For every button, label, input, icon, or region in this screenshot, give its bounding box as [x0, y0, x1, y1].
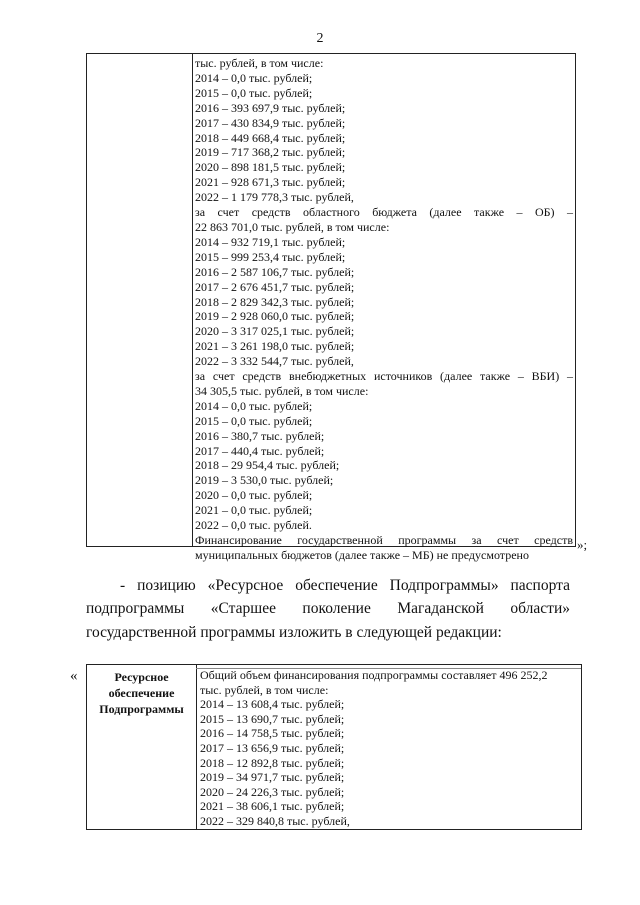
text-line: 2016 – 380,7 тыс. рублей;	[195, 428, 325, 443]
text-line: 2020 – 0,0 тыс. рублей;	[195, 488, 313, 503]
text-line: 2014 – 932 719,1 тыс. рублей;	[195, 234, 346, 249]
text-line: 2022 – 0,0 тыс. рублей.	[195, 518, 312, 533]
funding-text-cell	[195, 56, 573, 563]
text-line: 2022 – 3 332 544,7 тыс. рублей,	[195, 354, 354, 369]
text-line: 2021 – 0,0 тыс. рублей;	[195, 503, 313, 518]
text-line: 2020 – 3 317 025,1 тыс. рублей;	[195, 324, 355, 339]
text-line: за счет средств областного бюджета (далее также – ОБ) –	[195, 205, 573, 220]
text-line: 2016 – 393 697,9 тыс. рублей;	[195, 100, 346, 115]
text-line: 2022 – 1 179 778,3 тыс. рублей,	[195, 190, 354, 205]
text-line: 2015 – 0,0 тыс. рублей;	[195, 413, 313, 428]
text-line: 22 863 701,0 тыс. рублей, в том числе:	[195, 219, 390, 234]
text-line: 2022 – 329 840,8 тыс. рублей,	[200, 813, 350, 828]
text-line: 2014 – 0,0 тыс. рублей;	[195, 398, 313, 413]
text-line: 2015 – 13 690,7 тыс. рублей;	[200, 711, 345, 726]
text-line: 2020 – 24 226,3 тыс. рублей;	[200, 784, 345, 799]
text-line: 2019 – 717 368,2 тыс. рублей;	[195, 145, 346, 160]
text-line: 2018 – 2 829 342,3 тыс. рублей;	[195, 294, 355, 309]
column-divider	[196, 665, 197, 829]
text-line: тыс. рублей, в том числе:	[200, 682, 329, 697]
resource-table-continued	[86, 53, 576, 562]
text-line: 2019 – 3 530,0 тыс. рублей;	[195, 473, 334, 488]
text-line: 2019 – 34 971,7 тыс. рублей;	[200, 770, 345, 785]
text-line: 2017 – 2 676 451,7 тыс. рублей;	[195, 279, 355, 294]
text-line: Общий объем финансирования подпрограммы составляет 496 252,2	[200, 668, 548, 682]
text-line: 2017 – 13 656,9 тыс. рублей;	[200, 740, 345, 755]
resource-table-new	[86, 664, 582, 830]
text-line: 2021 – 3 261 198,0 тыс. рублей;	[195, 339, 355, 354]
text-line: муниципальных бюджетов (далее также – МБ) не предусмотрено	[195, 547, 529, 562]
text-line: 34 305,5 тыс. рублей, в том числе:	[195, 383, 369, 398]
text-line: 2015 – 0,0 тыс. рублей;	[195, 85, 313, 100]
text-line: 2017 – 440,4 тыс. рублей;	[195, 443, 325, 458]
column-divider	[192, 54, 193, 546]
text-line: Финансирование государственной программы за счет средств	[195, 533, 573, 547]
text-line: 2021 – 928 671,3 тыс. рублей;	[195, 175, 346, 190]
text-line: 2015 – 999 253,4 тыс. рублей;	[195, 249, 346, 264]
funding-text-cell	[200, 668, 580, 829]
text-line: 2018 – 12 892,8 тыс. рублей;	[200, 755, 345, 770]
row-header: Ресурсное обеспечение Подпрограммы	[99, 670, 184, 716]
text-line: тыс. рублей, в том числе:	[195, 56, 324, 70]
paragraph-line: государственной программы изложить в следующей редакции:	[86, 624, 502, 641]
text-line: 2021 – 38 606,1 тыс. рублей;	[200, 799, 345, 814]
opening-quote: «	[70, 668, 78, 684]
text-line: 2020 – 898 181,5 тыс. рублей;	[195, 160, 346, 175]
paragraph-line: - позицию «Ресурсное обеспечение Подпрограммы» паспорта	[120, 577, 570, 594]
text-line: 2019 – 2 928 060,0 тыс. рублей;	[195, 309, 355, 324]
closing-quote: »;	[577, 537, 588, 552]
text-line: 2014 – 13 608,4 тыс. рублей;	[200, 697, 345, 712]
text-line: 2014 – 0,0 тыс. рублей;	[195, 70, 313, 85]
text-line: 2016 – 2 587 106,7 тыс. рублей;	[195, 264, 355, 279]
paragraph-line: подпрограммы «Старшее поколение Магаданской области»	[86, 600, 570, 617]
text-line: 2017 – 430 834,9 тыс. рублей;	[195, 115, 346, 130]
text-line: за счет средств внебюджетных источников (далее также – ВБИ) –	[195, 369, 573, 384]
page-number: 2	[316, 31, 324, 46]
text-line: 2018 – 449 668,4 тыс. рублей;	[195, 130, 346, 145]
text-line: 2016 – 14 758,5 тыс. рублей;	[200, 726, 345, 741]
text-line: 2018 – 29 954,4 тыс. рублей;	[195, 458, 340, 473]
